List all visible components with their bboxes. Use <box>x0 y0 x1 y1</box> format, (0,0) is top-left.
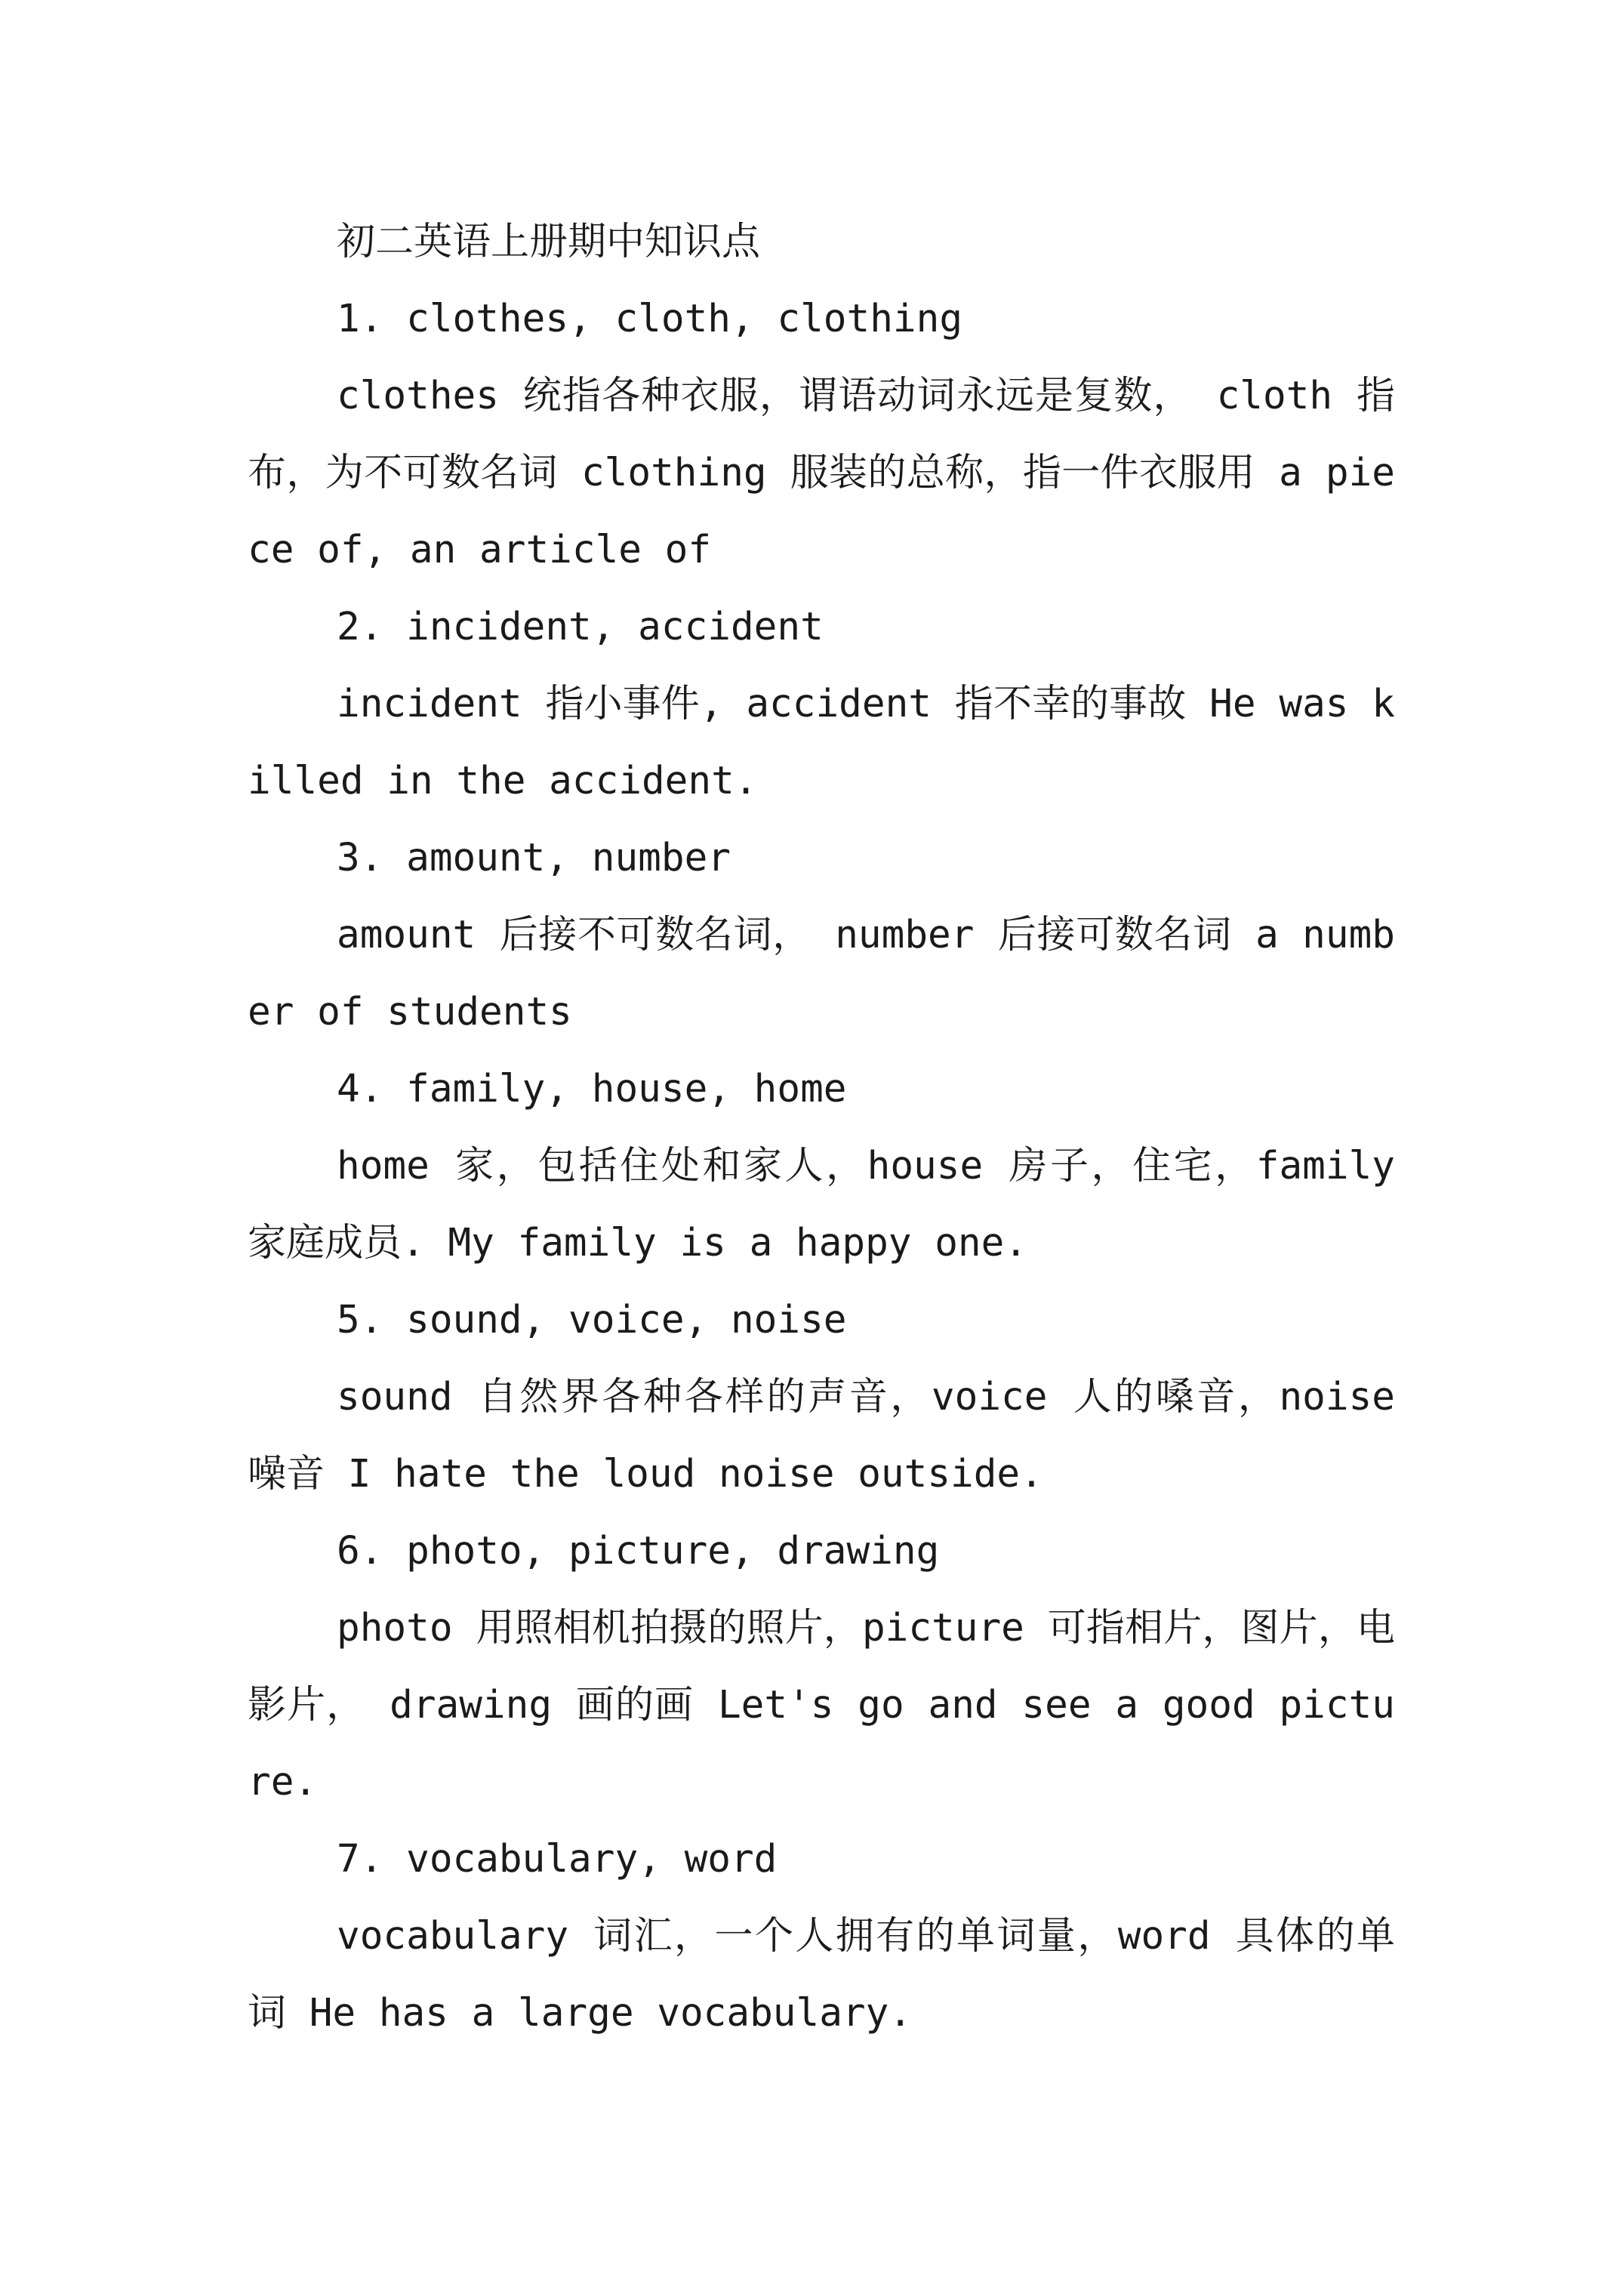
item-heading-4: 4. family, house, home <box>337 1067 847 1111</box>
item-explanation-7: vocabulary 词汇，一个人拥有的单词量，word 具体的单词 He has a large vocabulary. <box>248 1914 1395 2036</box>
item-explanation-5: sound 自然界各种各样的声音，voice 人的嗓音，noise 噪音 I hate the loud noise outside. <box>248 1375 1395 1496</box>
document-title: 初二英语上册期中知识点 <box>337 220 761 264</box>
item-explanation-4: home 家，包括住处和家人，house 房子，住宅，family 家庭成员. My family is a happy one. <box>248 1144 1395 1265</box>
item-heading-2: 2. incident, accident <box>337 605 824 649</box>
item-heading-7: 7. vocabulary, word <box>337 1837 778 1881</box>
item-heading-6: 6. photo, picture, drawing <box>337 1529 940 1573</box>
item-explanation-2: incident 指小事件, accident 指不幸的事故 He was killed in the accident. <box>248 682 1395 803</box>
item-explanation-6: photo 用照相机拍摄的照片，picture 可指相片，图片，电影片， drawing 画的画 Let's go and see a good picture. <box>248 1606 1395 1804</box>
item-heading-3: 3. amount, number <box>337 836 731 880</box>
item-heading-1: 1. clothes, cloth, clothing <box>337 297 963 341</box>
item-explanation-3: amount 后接不可数名词， number 后接可数名词 a number of students <box>248 913 1395 1034</box>
item-heading-5: 5. sound, voice, noise <box>337 1298 847 1342</box>
document-body <box>248 204 1395 2052</box>
item-explanation-1: clothes 统指各种衣服，谓语动词永远是复数， cloth 指布，为不可数名词 clothing 服装的总称，指一件衣服用 a piece of, an article of <box>248 374 1395 572</box>
